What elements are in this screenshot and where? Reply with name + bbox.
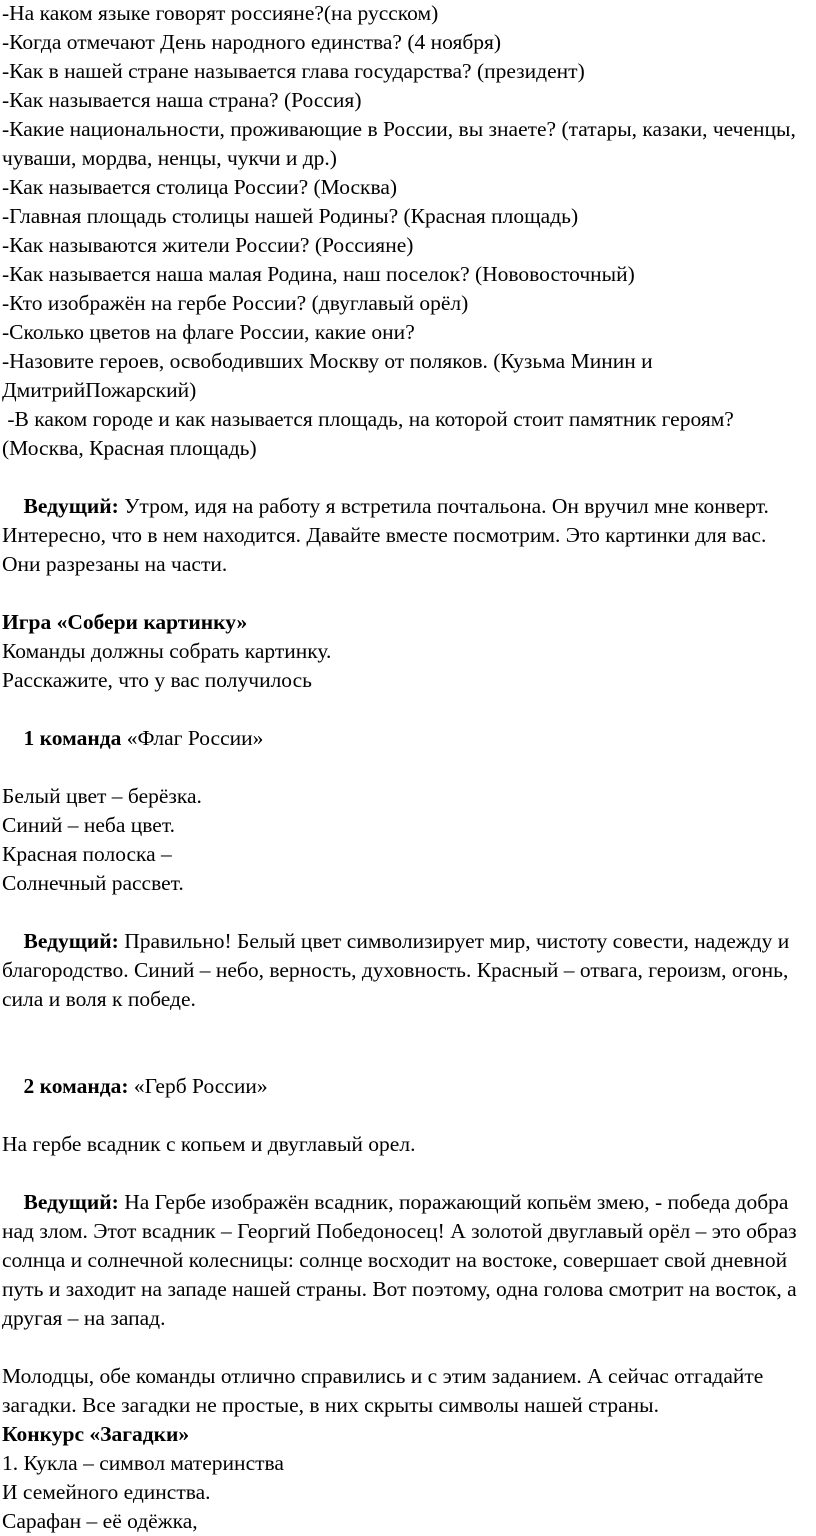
question-line: -Как в нашей стране называется глава государства? (президент) <box>2 59 585 83</box>
team2-label: 2 команда: <box>23 1074 129 1098</box>
host-label: Ведущий: <box>23 494 119 518</box>
question-line: -На каком языке говорят россияне?(на русском) <box>2 1 439 25</box>
host-paragraph <box>2 1159 810 1362</box>
game-line: Команды должны собрать картинку. <box>2 639 332 663</box>
riddle-line: И семейного единства. <box>2 1480 211 1504</box>
praise-paragraph: Молодцы, обе команды отлично справились и с этим заданием. А сейчас отгадайте загадки. Все загадки не простые, в них скрыты символы нашей страны. <box>2 1364 769 1417</box>
riddle-line: Сарафан – её одёжка, <box>2 1509 198 1533</box>
poem-line: Солнечный рассвет. <box>2 871 184 895</box>
team2-heading <box>2 1043 810 1130</box>
game-heading <box>2 608 810 637</box>
question-line: -В каком городе и как называется площадь, на которой стоит памятник героям? (Москва, Красная площадь) <box>2 407 740 460</box>
question-line: -Как называется наша страна? (Россия) <box>2 88 362 112</box>
contest-heading <box>2 1420 810 1449</box>
question-line: -Кто изображён на гербе России? (двуглавый орёл) <box>2 291 469 315</box>
host-label: Ведущий: <box>23 1190 119 1214</box>
host-text: Утром, идя на работу я встретила почтальона. Он вручил мне конверт. Интересно, что в нем находится. Давайте вместе посмотрим. Это картинки для вас. Они разрезаны на части. <box>2 494 775 576</box>
team1-heading <box>2 695 810 782</box>
host-text: Правильно! Белый цвет символизирует мир, чистоту совести, надежду и благородство. Синий – небо, верность, духовность. Красный – отвага, героизм, огонь, сила и воля к победе. <box>2 929 795 1011</box>
riddle-line: 1. Кукла – символ материнства <box>2 1451 284 1475</box>
host-label: Ведущий: <box>23 929 119 953</box>
game-title: Игра «Собери картинку» <box>2 610 248 634</box>
question-line: -Когда отмечают День народного единства? (4 ноября) <box>2 30 502 54</box>
poem-line: Белый цвет – берёзка. <box>2 784 202 808</box>
question-line: -Сколько цветов на флаге России, какие они? <box>2 320 415 344</box>
team1-title: «Флаг России» <box>121 726 264 750</box>
host-paragraph <box>2 463 810 608</box>
team2-line: На гербе всадник с копьем и двуглавый орел. <box>2 1132 416 1156</box>
question-line: -Назовите героев, освободивших Москву от поляков. (Кузьма Минин и ДмитрийПожарский) <box>2 349 658 402</box>
team1-label: 1 команда <box>23 726 122 750</box>
host-paragraph <box>2 898 810 1043</box>
game-line: Расскажите, что у вас получилось <box>2 668 312 692</box>
question-line: -Какие национальности, проживающие в России, вы знаете? (татары, казаки, чеченцы, чуваши, мордва, ненцы, чукчи и др.) <box>2 117 802 170</box>
question-line: -Как называется наша малая Родина, наш поселок? (Нововосточный) <box>2 262 635 286</box>
poem-line: Красная полоска – <box>2 842 172 866</box>
question-line: -Как называется столица России? (Москва) <box>2 175 398 199</box>
host-text: На Гербе изображён всадник, поражающий копьём змею, - победа добра над злом. Этот всадник – Георгий Победоносец! А золотой двуглавый орёл – это образ солнца и солнечной колесницы: солнце восходит на востоке, совершает свой дневной путь и заходит на западе нашей страны. Вот поэтому, одна голова смотрит на восток, а другая – на запад. <box>2 1190 803 1330</box>
poem-line: Синий – неба цвет. <box>2 813 175 837</box>
team2-title: «Герб России» <box>128 1074 268 1098</box>
contest-title: Конкурс «Загадки» <box>2 1422 190 1446</box>
question-line: -Главная площадь столицы нашей Родины? (Красная площадь) <box>2 204 579 228</box>
question-line: -Как называются жители России? (Россияне) <box>2 233 414 257</box>
